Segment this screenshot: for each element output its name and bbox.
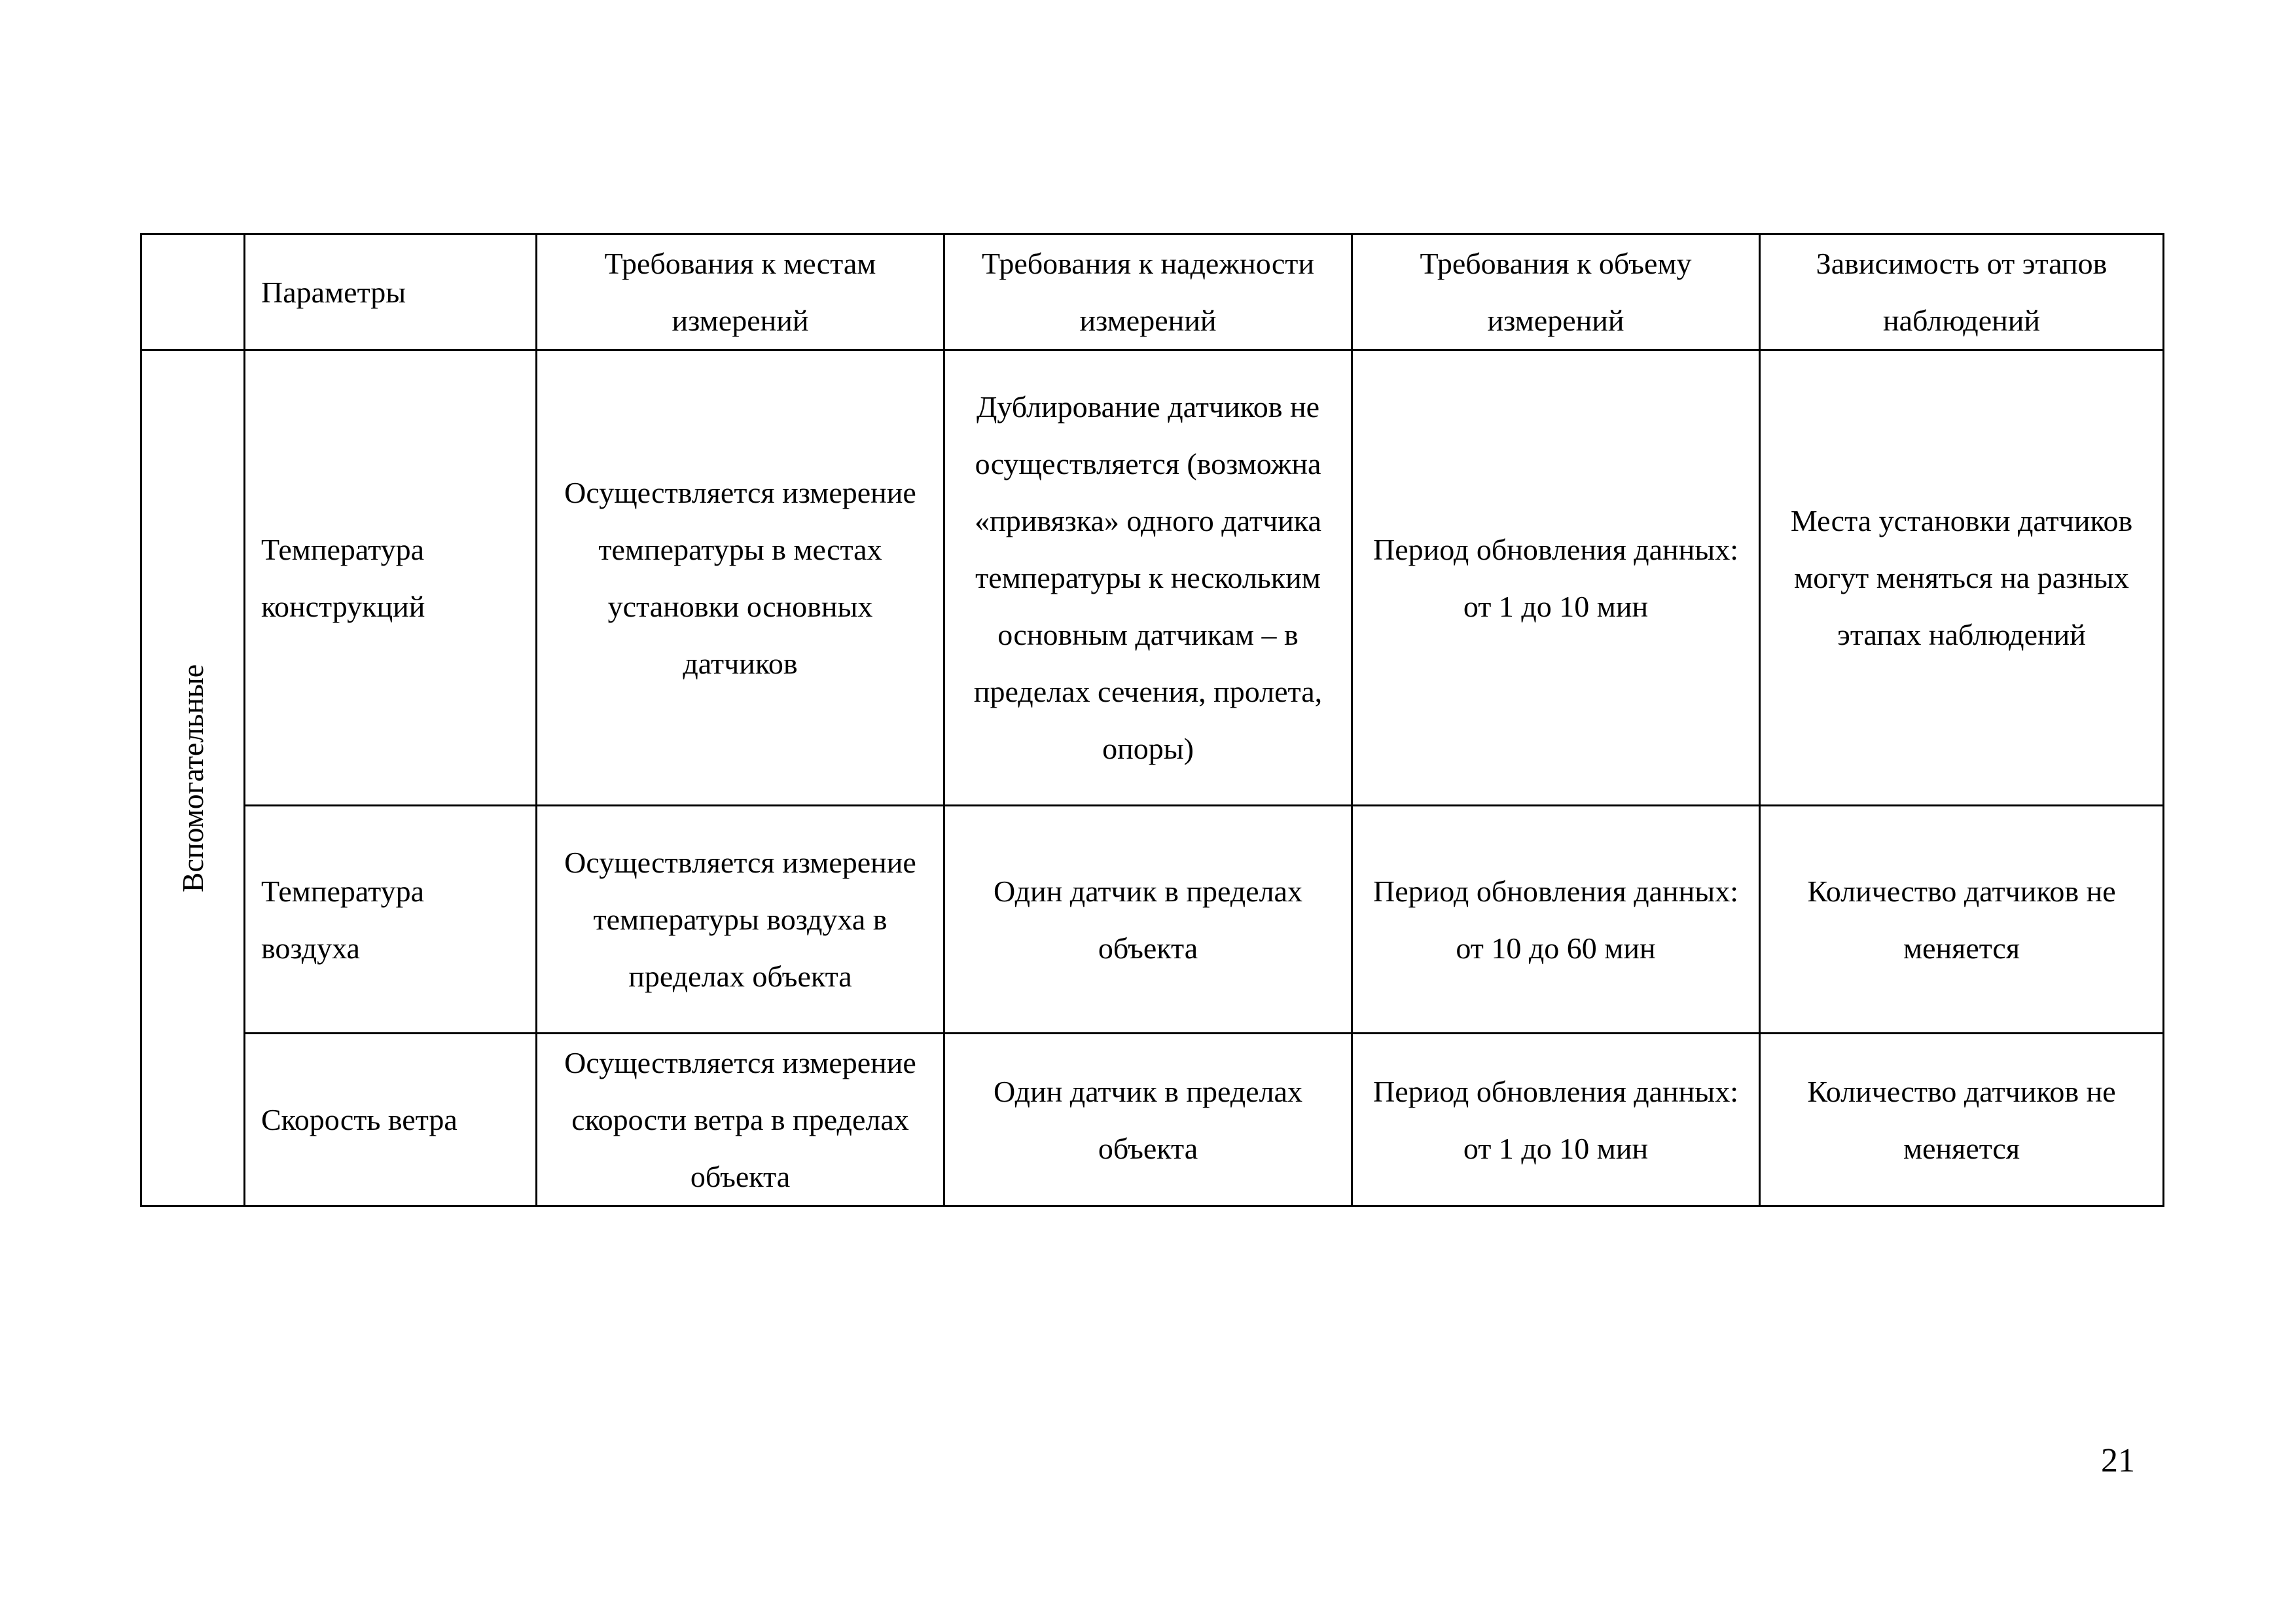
table-row (141, 806, 2164, 1034)
cell-locations: Осуществляется измерение температуры воздуха в пределах объекта (537, 806, 944, 1034)
cell-volume: Период обновления данных: от 10 до 60 мин (1352, 806, 1760, 1034)
cell-parameter: Температура воздуха (245, 806, 537, 1034)
cell-parameter: Скорость ветра (245, 1034, 537, 1206)
cell-stages: Места установки датчиков могут меняться на разных этапах наблюдений (1760, 350, 2164, 806)
cell-stages: Количество датчиков не меняется (1760, 1034, 2164, 1206)
cell-reliability: Один датчик в пределах объекта (944, 1034, 1352, 1206)
header-cell-stages: Зависимость от этапов наблюдений (1760, 234, 2164, 350)
header-cell-empty (141, 234, 245, 350)
table-header-row (141, 234, 2164, 350)
cell-parameter: Температура конструкций (245, 350, 537, 806)
page-number: 21 (2101, 1442, 2135, 1479)
header-cell-parameters: Параметры (245, 234, 537, 350)
cell-locations: Осуществляется измерение температуры в местах установки основных датчиков (537, 350, 944, 806)
header-cell-volume: Требования к объему измерений (1352, 234, 1760, 350)
cell-volume: Период обновления данных: от 1 до 10 мин (1352, 1034, 1760, 1206)
table-row (141, 1034, 2164, 1206)
cell-locations: Осуществляется измерение скорости ветра в пределах объекта (537, 1034, 944, 1206)
header-cell-locations: Требования к местам измерений (537, 234, 944, 350)
group-cell (141, 350, 245, 1206)
group-label: Вспомогательные (175, 664, 209, 892)
table-row (141, 350, 2164, 806)
requirements-table (140, 233, 2164, 1207)
cell-stages: Количество датчиков не меняется (1760, 806, 2164, 1034)
cell-reliability: Один датчик в пределах объекта (944, 806, 1352, 1034)
cell-volume: Период обновления данных: от 1 до 10 мин (1352, 350, 1760, 806)
cell-reliability: Дублирование датчиков не осуществляется (возможна «привязка» одного датчика температуры к нескольким основным датчикам – в пределах сечения, пролета, опоры) (944, 350, 1352, 806)
header-cell-reliability: Требования к надежности измерений (944, 234, 1352, 350)
